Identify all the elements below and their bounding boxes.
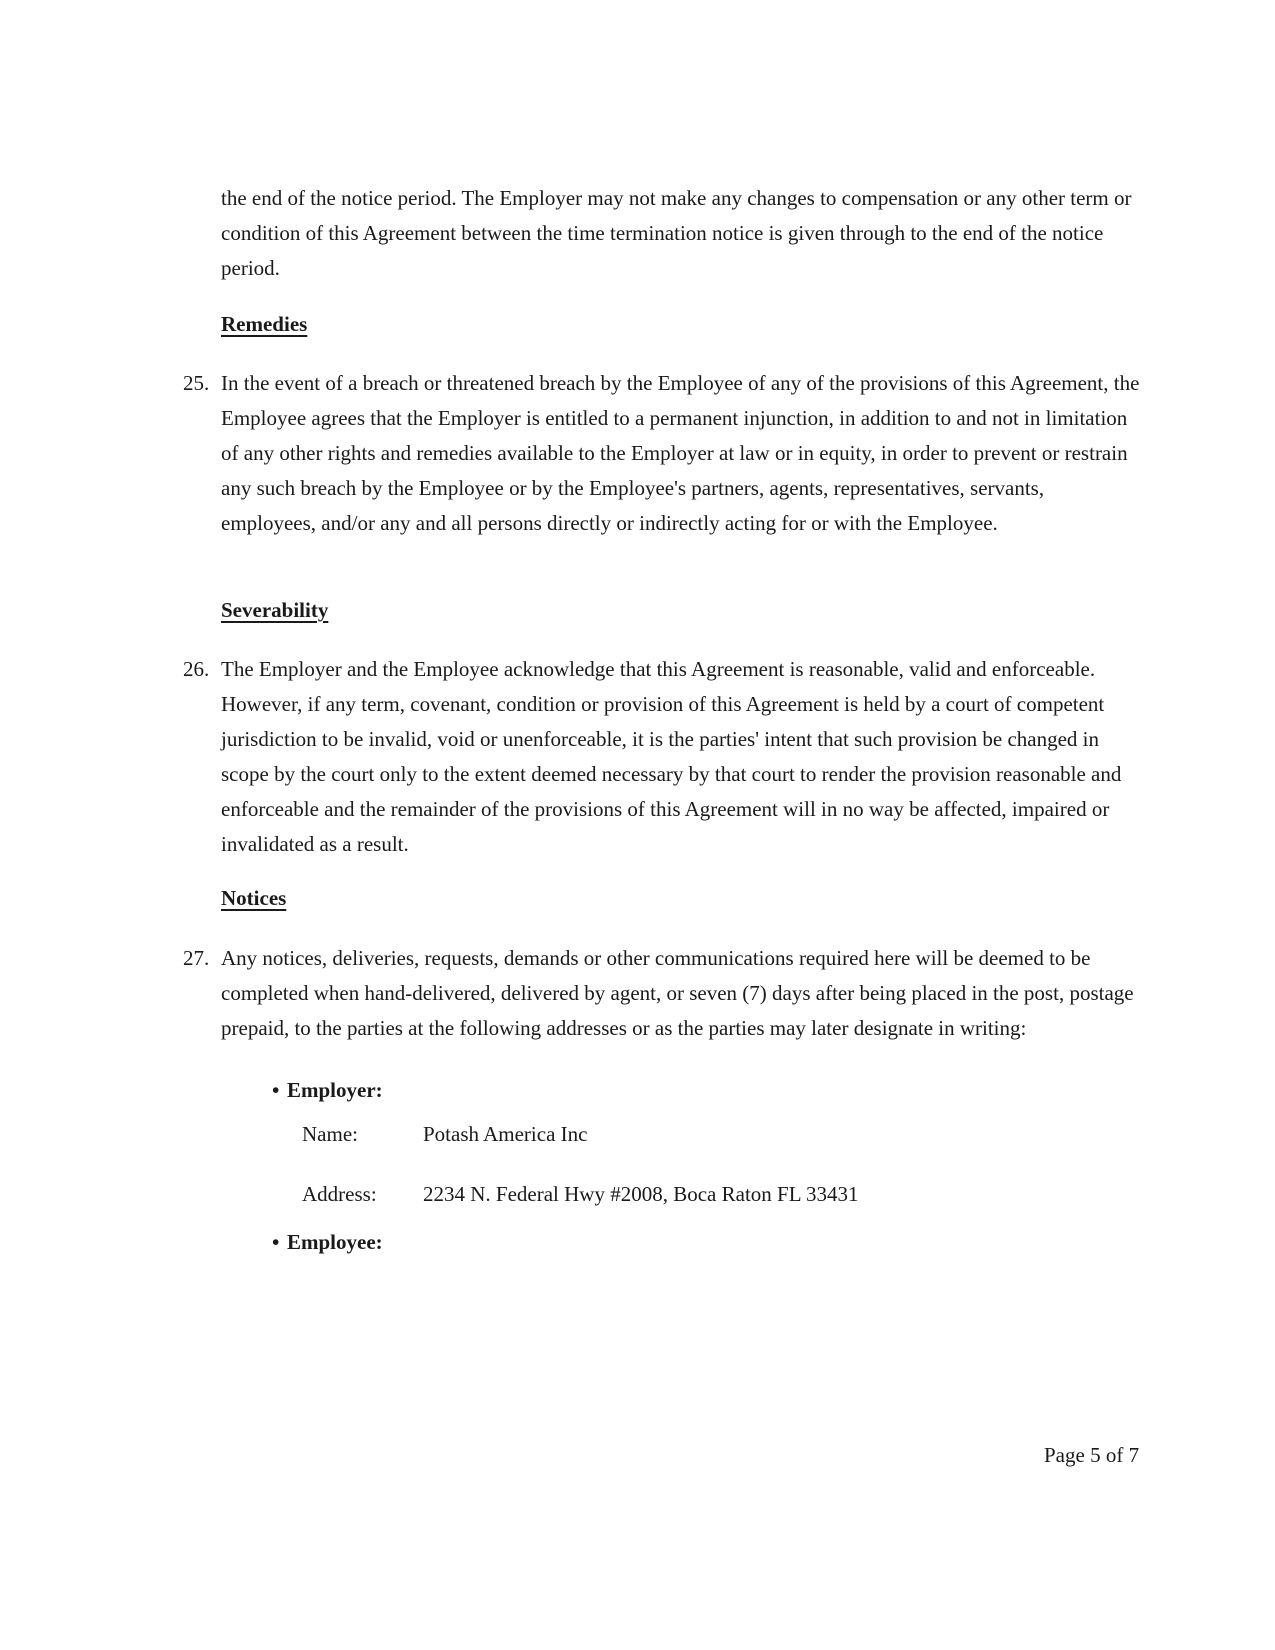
continuation-paragraph: the end of the notice period. The Employer may not make any changes to compensation or any other term or condition of this Agreement between the time termination notice is given through to the end of the notice period.: [221, 186, 1132, 280]
clause-25: [183, 366, 1141, 541]
name-label: Name:: [302, 1122, 358, 1146]
page-number: Page 5 of 7: [1044, 1443, 1140, 1467]
notices-heading: Notices: [221, 886, 287, 910]
bullet-icon: •: [272, 1078, 280, 1102]
clause-27: [183, 941, 1141, 1046]
clause-25-text: In the event of a breach or threatened breach by the Employee of any of the provisions of this Agreement, the Employee agrees that the Employer is entitled to a permanent injunction, in addition to and not in limitation of any other rights and remedies available to the Employer at law or in equity, in order to prevent or restrain any such breach by the Employee or by the Employee's partners, agents, representatives, servants, employees, and/or any and all persons directly or indirectly acting for or with the Employee.: [221, 371, 1140, 535]
clause-26-text: The Employer and the Employee acknowledge that this Agreement is reasonable, valid and enforceable. However, if any term, covenant, condition or provision of this Agreement is held by a court of competent jurisdiction to be invalid, void or unenforceable, it is the parties' intent that such provision be changed in scope by the court only to the extent deemed necessary by that court to render the provision reasonable and enforceable and the remainder of the provisions of this Agreement will in no way be affected, impaired or invalidated as a result.: [221, 657, 1122, 856]
employee-label: Employee:: [287, 1230, 383, 1254]
remedies-heading: Remedies: [221, 312, 308, 336]
employee-bullet: [272, 1230, 383, 1255]
clause-26-number: 26.: [183, 657, 210, 681]
employer-name-value: Potash America Inc: [423, 1122, 588, 1146]
severability-heading: Severability: [221, 598, 329, 622]
employer-bullet: [272, 1078, 383, 1103]
clause-25-number: 25.: [183, 371, 210, 395]
clause-27-text: Any notices, deliveries, requests, demands or other communications required here will be deemed to be completed when hand-delivered, delivered by agent, or seven (7) days after being placed in the post, postage prepaid, to the parties at the following addresses or as the parties may later designate in writing:: [221, 946, 1134, 1040]
employer-label: Employer:: [287, 1078, 383, 1102]
address-label: Address:: [302, 1182, 377, 1206]
clause-27-number: 27.: [183, 946, 210, 970]
bullet-icon: •: [272, 1230, 280, 1254]
clause-26: [183, 652, 1141, 862]
employer-address-value: 2234 N. Federal Hwy #2008, Boca Raton FL 33431: [423, 1182, 859, 1206]
